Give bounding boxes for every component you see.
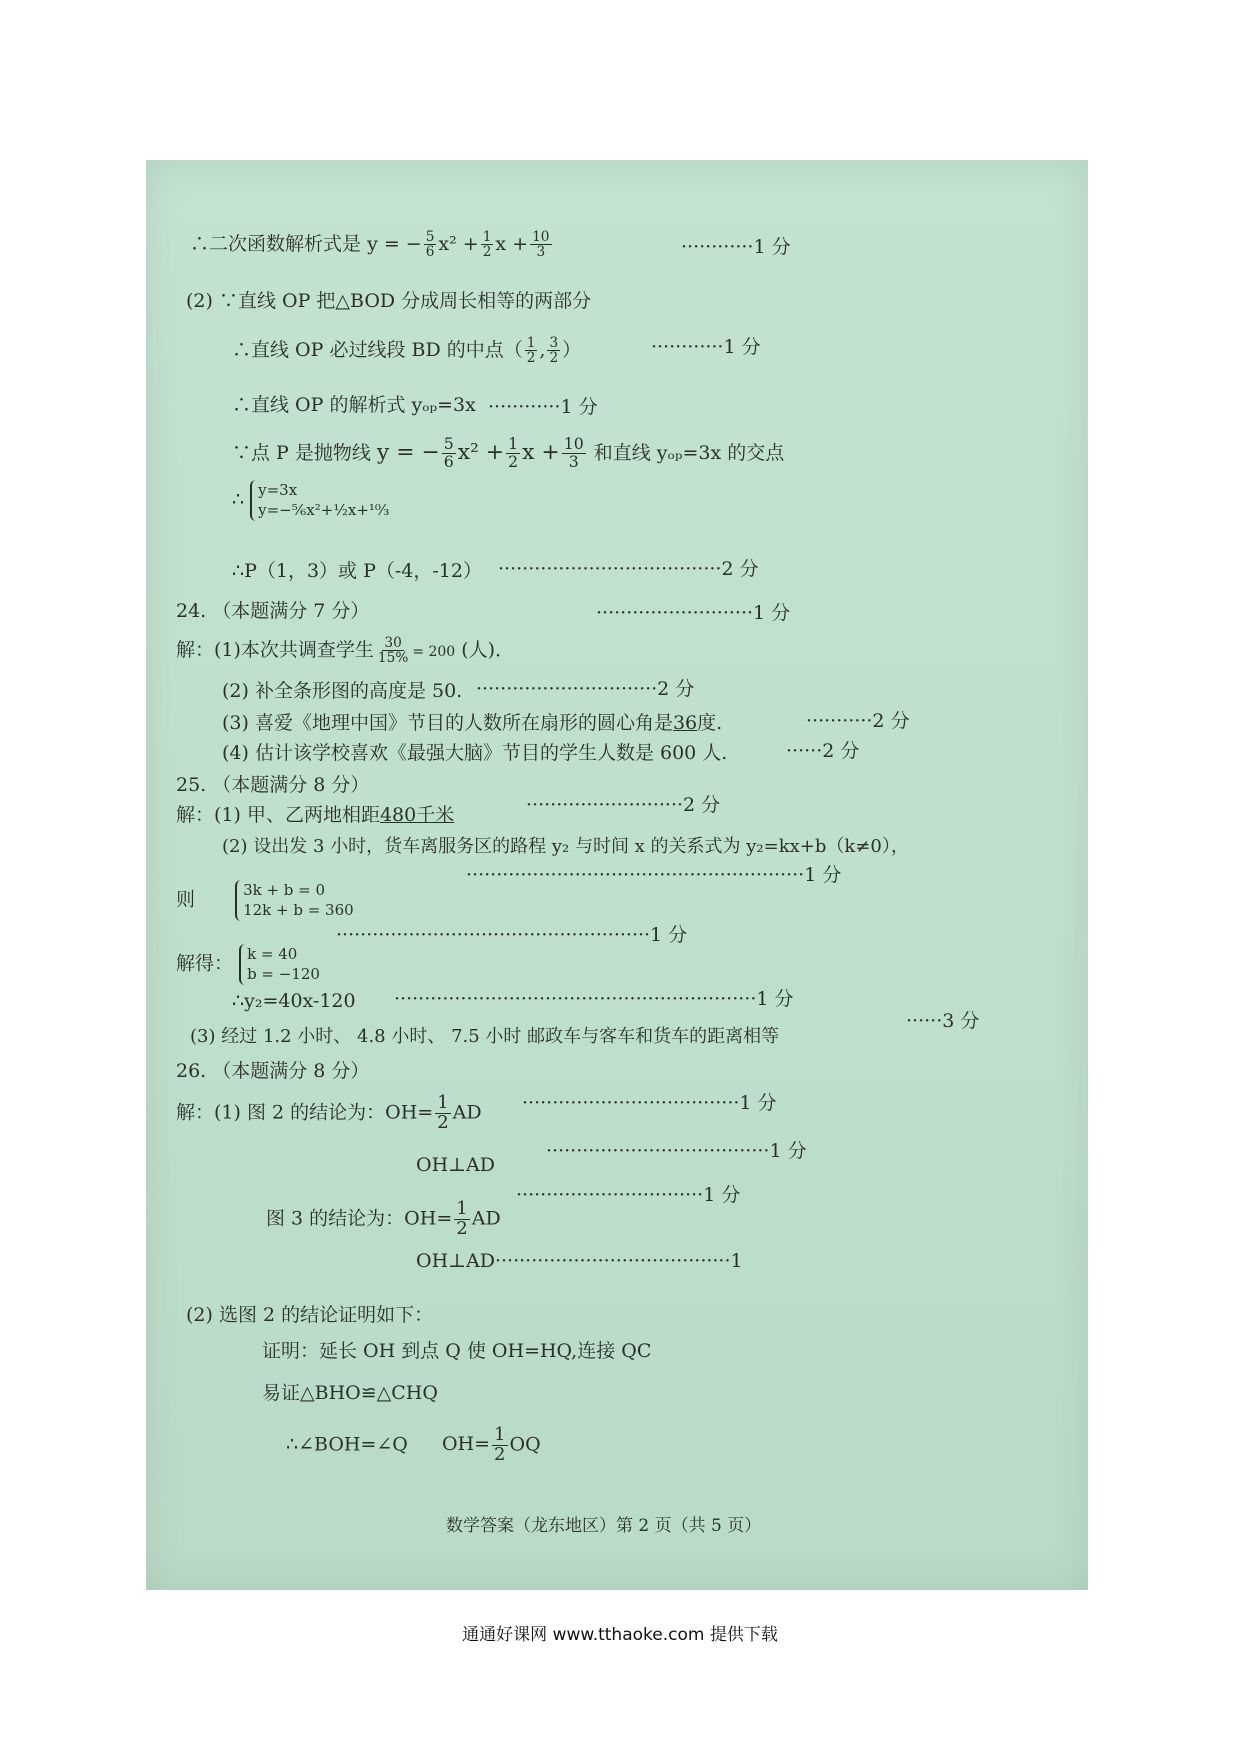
score-mark: ······3 分 xyxy=(906,1010,980,1032)
intersection-line: ∵点 P 是抛物线 y = − $\frac{5}{6}$ x² + $\frac{1}{2}$ x + $\frac{10}{3}$ 和直线 yₒₚ=3x 的交点 xyxy=(232,434,785,471)
score-mark: ··························1 分 xyxy=(596,602,791,624)
question-24-heading: 24. （本题满分 7 分） xyxy=(176,600,370,622)
score-mark: ············1 分 xyxy=(651,336,761,358)
q24-part2: (2) 补全条形图的高度是 50. xyxy=(222,680,463,702)
q25-part2: (2) 设出发 3 小时，货车离服务区的路程 y₂ 与时间 x 的关系式为 y₂=kx+b（k≠0）， xyxy=(222,836,909,857)
q26-perpendicular-2: OH⊥AD·······································1 xyxy=(416,1250,743,1272)
score-mark: ·····································1 分 xyxy=(546,1140,807,1162)
q25-then-system: 则 3k + b = 0 12k + b = 360 xyxy=(176,881,354,920)
q26-part1-fig3: 图 3 的结论为：OH= $\frac{1}{2}$ AD xyxy=(266,1198,501,1239)
score-mark: ······························2 分 xyxy=(476,678,695,700)
point-p-line: ∴P（1，3）或 P（-4，-12） xyxy=(232,560,482,582)
formula: y = − $\frac{5}{6}$ x² + $\frac{1}{2}$ x + $\frac{10}{3}$ xyxy=(367,229,550,261)
answer-sheet-photo xyxy=(146,160,1088,1590)
quadratic-result-line xyxy=(190,230,554,260)
question-25-heading: 25. （本题满分 8 分） xyxy=(176,774,370,796)
score-mark: ························································1 分 xyxy=(466,864,842,886)
q26-part2: (2) 选图 2 的结论证明如下： xyxy=(186,1304,434,1326)
proof-line-3: ∴∠BOH=∠Q OH= $\frac{1}{2}$ OQ xyxy=(286,1424,541,1465)
q25-part1: 解：(1) 甲、乙两地相距480千米 xyxy=(176,804,455,826)
proof-line-2: 易证△BHO≌△CHQ xyxy=(262,1382,438,1404)
text: ∴二次函数解析式是 xyxy=(190,232,362,255)
q25-y2-line: ∴y₂=40x-120 xyxy=(232,990,356,1012)
op-expression-line: ∴直线 OP 的解析式 yₒₚ=3x xyxy=(232,394,476,416)
q26-part1-fig2: 解：(1) 图 2 的结论为：OH= $\frac{1}{2}$ AD xyxy=(176,1092,482,1133)
score-mark: ············1 分 xyxy=(681,236,791,258)
score-mark: ··························2 分 xyxy=(526,794,721,816)
q25-solve-system: 解得： k = 40 b = −120 xyxy=(176,945,320,984)
score-mark: ·····································2 分 xyxy=(498,558,759,580)
q25-part3: (3) 经过 1.2 小时、 4.8 小时、 7.5 小时 邮政车与客车和货车的距离相等 xyxy=(190,1026,780,1047)
proof-line-1: 证明：延长 OH 到点 Q 使 OH=HQ,连接 QC xyxy=(262,1340,652,1362)
score-mark: ·······························1 分 xyxy=(516,1184,741,1206)
score-mark: ············1 分 xyxy=(488,396,598,418)
score-mark: ····························································1 分 xyxy=(394,988,794,1010)
score-mark: ······2 分 xyxy=(786,740,860,762)
q24-part4: (4) 估计该学校喜欢《最强大脑》节目的学生人数是 600 人. xyxy=(222,742,728,764)
midpoint-line: ∴直线 OP 必过线段 BD 的中点（ $\frac{1}{2}$ , $\frac{3}{2}$ ） xyxy=(232,335,582,367)
score-mark: ····································1 分 xyxy=(522,1092,777,1114)
site-footer: 通通好课网 www.tthaoke.com 提供下载 xyxy=(462,1625,778,1645)
part2-line: (2) ∵直线 OP 把△BOD 分成周长相等的两部分 xyxy=(186,290,592,312)
score-mark: ····················································1 分 xyxy=(336,924,688,946)
page-footer: 数学答案（龙东地区）第 2 页（共 5 页） xyxy=(446,1516,762,1536)
score-mark: ···········2 分 xyxy=(806,710,910,732)
question-26-heading: 26. （本题满分 8 分） xyxy=(176,1060,370,1082)
q24-part3: (3) 喜爱《地理中国》节目的人数所在扇形的圆心角是36度. xyxy=(222,712,723,734)
q24-part1: 解：(1)本次共调查学生 $\frac{30}{15\%}$ = 200 (人)． xyxy=(176,635,515,667)
q26-perpendicular-1: OH⊥AD xyxy=(416,1154,495,1176)
system-of-equations-1: ∴ y=3x y=−⁵⁄₆x²+½x+¹⁰⁄₃ xyxy=(232,481,390,520)
